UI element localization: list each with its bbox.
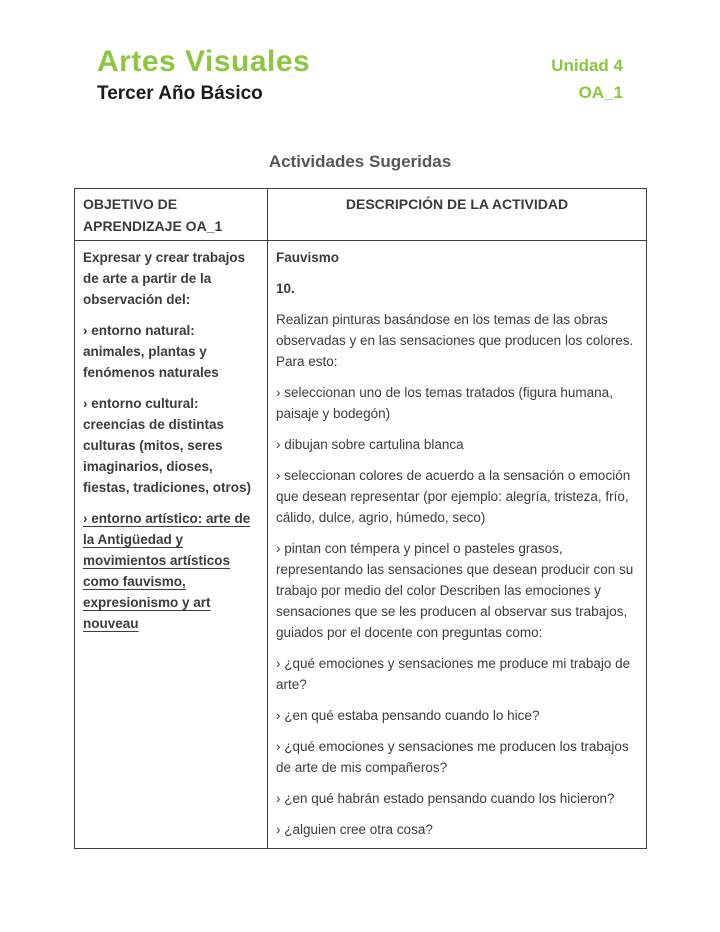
objective-intro: Expresar y crear trabajos de arte a partir de la observación del: bbox=[83, 250, 246, 307]
activity-question: › ¿qué emociones y sensaciones me produce mi trabajo de arte? bbox=[276, 656, 631, 692]
activity-step: › seleccionan uno de los temas tratados (figura humana, paisaje y bodegón) bbox=[276, 385, 613, 421]
activity-question: › ¿en qué estaba pensando cuando lo hice? bbox=[276, 708, 540, 723]
header-left-block bbox=[97, 46, 310, 105]
activity-table bbox=[74, 188, 647, 849]
activity-step: › seleccionan colores de acuerdo a la sensación o emoción que desean representar (por ejemplo: alegría, tristeza, frío, cálido, dulce, agrio, húmedo, seco) bbox=[276, 468, 631, 525]
activity-topic: Fauvismo bbox=[276, 250, 340, 265]
objective-bullet-cultural: › entorno cultural: creencias de distintas culturas (mitos, seres imaginarios, dioses, fiestas, tradiciones, otros) bbox=[83, 396, 252, 495]
table-body-row bbox=[75, 241, 647, 849]
activity-question: › ¿qué emociones y sensaciones me producen los trabajos de arte de mis compañeros? bbox=[276, 739, 629, 775]
activity-question: › ¿alguien cree otra cosa? bbox=[276, 822, 433, 837]
activity-intro: Realizan pinturas basándose en los temas de las obras observadas y en las sensaciones que producen los colores. Para esto: bbox=[276, 312, 634, 369]
description-cell bbox=[268, 241, 647, 849]
activity-step: › pintan con témpera y pincel o pasteles grasos, representando las sensaciones que desean producir con su trabajo por medio del color Describen las emociones y sensaciones que se les producen al observar sus trabajos, guiados por el docente con preguntas como: bbox=[276, 541, 634, 640]
activity-table-header bbox=[75, 189, 647, 241]
grade-subtitle: Tercer Año Básico bbox=[97, 83, 263, 104]
objective-cell bbox=[75, 241, 268, 849]
description-column-header: DESCRIPCIÓN DE LA ACTIVIDAD bbox=[268, 189, 647, 241]
activity-table-body bbox=[75, 241, 647, 849]
objective-bullet-natural: › entorno natural: animales, plantas y fenómenos naturales bbox=[83, 323, 219, 380]
objective-bullet-artistic: › entorno artístico: arte de la Antigüedad y movimientos artísticos como fauvismo, expresionismo y art nouveau bbox=[83, 511, 251, 631]
activity-number: 10. bbox=[276, 281, 295, 296]
objective-column-header: OBJETIVO DE APRENDIZAJE OA_1 bbox=[75, 189, 268, 241]
unit-label: Unidad 4 bbox=[551, 56, 623, 75]
header-right-block bbox=[551, 46, 623, 106]
document-header bbox=[0, 0, 720, 106]
activity-step: › dibujan sobre cartulina blanca bbox=[276, 437, 464, 452]
table-header-row bbox=[75, 189, 647, 241]
activity-question: › ¿en qué habrán estado pensando cuando los hicieron? bbox=[276, 791, 615, 806]
oa-label: OA_1 bbox=[578, 83, 623, 102]
subject-title: Artes Visuales bbox=[97, 45, 311, 78]
page-title: Actividades Sugeridas bbox=[268, 152, 452, 171]
